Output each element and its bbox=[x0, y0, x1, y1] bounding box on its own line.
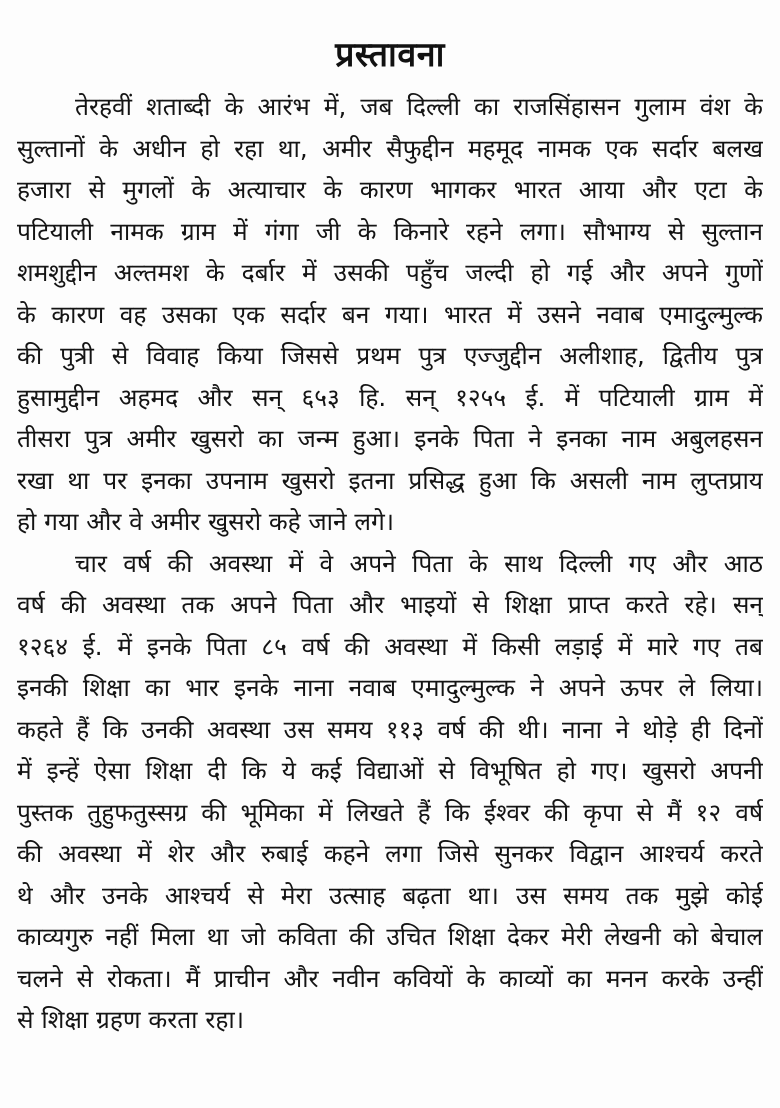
text-line: की पुत्री से विवाह किया जिससे प्रथम पुत्र एज्जुद्दीन अलीशाह, द्वितीय पुत्र bbox=[17, 341, 763, 370]
text-line: इनकी शिक्षा का भार इनके नाना नवाब एमादुल्मुल्क ने अपने ऊपर ले लिया। bbox=[17, 673, 763, 702]
text-line: १२६४ ई. में इनके पिता ८५ वर्ष की अवस्था में किसी लड़ाई में मारे गए तब bbox=[17, 631, 763, 661]
text-line: के कारण वह उसका एक सर्दार बन गया। भारत में उसने नवाब एमादुल्मुल्क bbox=[17, 299, 763, 329]
text-line: चार वर्ष की अवस्था में वे अपने पिता के साथ दिल्ली गए और आठ bbox=[75, 548, 763, 578]
text-line: की अवस्था में शेर और रुबाई कहने लगा जिसे सुनकर विद्वान आश्चर्य करते bbox=[17, 839, 763, 868]
text-line: सुल्तानों के अधीन हो रहा था, अमीर सैफुद्दीन महमूद नामक एक सर्दार बलख bbox=[17, 133, 763, 163]
text-line: रखा था पर इनका उपनाम खुसरो इतना प्रसिद्ध हुआ कि असली नाम लुप्तप्राय bbox=[17, 465, 763, 495]
text-line: चलने से रोकता। मैं प्राचीन और नवीन कवियों के काव्यों का मनन करके उन्हीं bbox=[17, 963, 763, 993]
text-line: तेरहवीं शताब्दी के आरंभ में, जब दिल्ली का राजसिंहासन गुलाम वंश के bbox=[75, 92, 763, 121]
text-line: थे और उनके आश्चर्य से मेरा उत्साह बढ़ता था। उस समय तक मुझे कोई bbox=[17, 880, 763, 910]
text-line: में इन्हें ऐसा शिक्षा दी कि ये कई विद्याओं से विभूषित हो गए। खुसरो अपनी bbox=[17, 756, 763, 785]
paragraph-2 bbox=[17, 543, 763, 1041]
paragraph-1 bbox=[17, 86, 763, 543]
text-line: से शिक्षा ग्रहण करता रहा। bbox=[17, 1005, 244, 1034]
text-line: वर्ष की अवस्था तक अपने पिता और भाइयों से शिक्षा प्राप्त करते रहे। सन् bbox=[17, 590, 763, 619]
text-line: पुस्तक तुहुफतुस्सग्र की भूमिका में लिखते हैं कि ईश्वर की कृपा से मैं १२ वर्ष bbox=[17, 797, 763, 827]
text-line: काव्यगुरु नहीं मिला था जो कविता की उचित शिक्षा देकर मेरी लेखनी को बेचाल bbox=[17, 922, 763, 951]
text-line: हजारा से मुगलों के अत्याचार के कारण भागकर भारत आया और एटा के bbox=[17, 175, 763, 204]
page-title: प्रस्तावना bbox=[335, 35, 445, 75]
text-line: हुसामुद्दीन अहमद और सन् ६५३ हि. सन् १२५५ ई. में पटियाली ग्राम में bbox=[17, 382, 763, 412]
text-line: शमशुद्दीन अल्तमश के दर्बार में उसकी पहुँच जल्दी हो गई और अपने गुणों bbox=[17, 258, 763, 287]
text-line: कहते हैं कि उनकी अवस्था उस समय ११३ वर्ष की थी। नाना ने थोड़े ही दिनों bbox=[17, 714, 763, 744]
text-line: हो गया और वे अमीर खुसरो कहे जाने लगे। bbox=[17, 507, 395, 536]
body-text bbox=[17, 86, 763, 1041]
text-line: तीसरा पुत्र अमीर खुसरो का जन्म हुआ। इनके पिता ने इनका नाम अबुलहसन bbox=[17, 424, 763, 453]
text-line: पटियाली नामक ग्राम में गंगा जी के किनारे रहने लगा। सौभाग्य से सुल्तान bbox=[17, 216, 763, 246]
